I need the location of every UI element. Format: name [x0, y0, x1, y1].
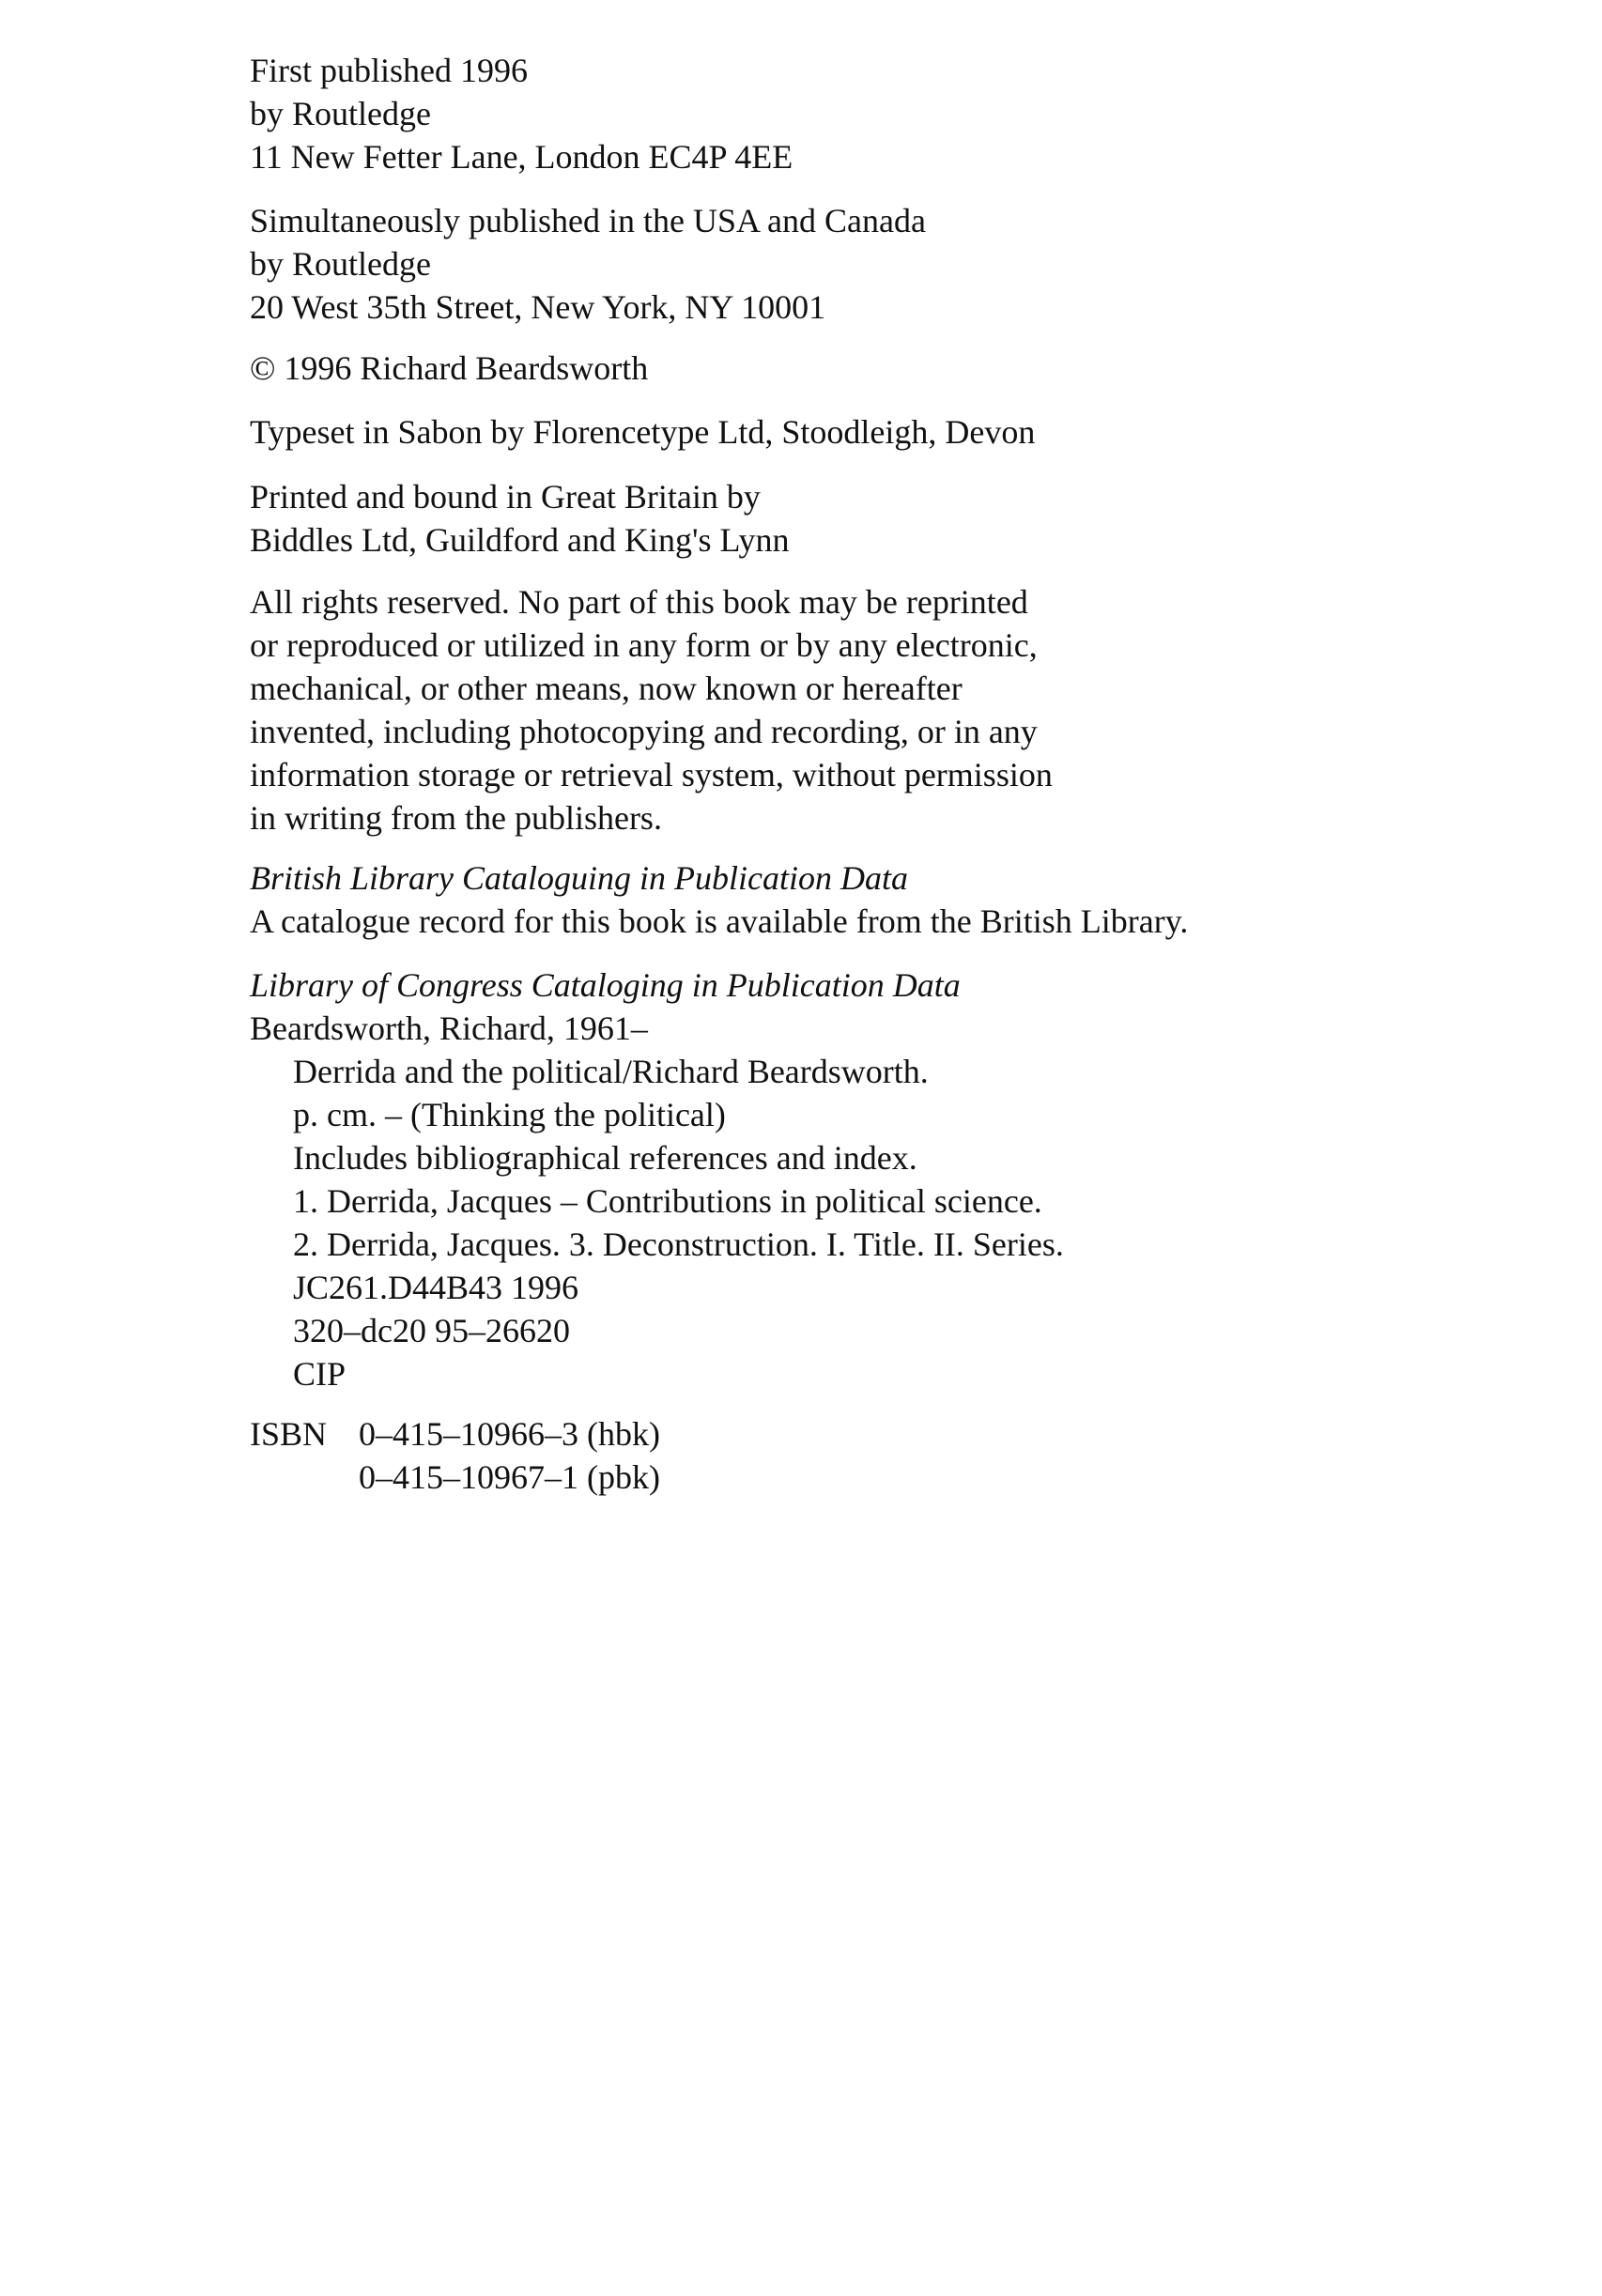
british-library-block	[250, 856, 1471, 943]
isbn-value: 0–415–10967–1 (pbk)	[359, 1458, 660, 1496]
loc-entry: Derrida and the political/Richard Beardsworth.	[293, 1053, 929, 1090]
rights-block	[250, 580, 1471, 840]
loc-entry: CIP	[293, 1355, 347, 1393]
simultaneous-line: Simultaneously published in the USA and Canada	[250, 202, 926, 239]
copyright-line: © 1996 Richard Beardsworth	[250, 349, 649, 387]
typeset-line: Typeset in Sabon by Florencetype Ltd, Stoodleigh, Devon	[250, 413, 1036, 451]
rights-line: invented, including photocopying and recording, or in any	[250, 713, 1038, 750]
loc-entry: 1. Derrida, Jacques – Contributions in political science.	[293, 1182, 1042, 1220]
printed-block	[250, 475, 1471, 562]
first-published-line: 11 New Fetter Lane, London EC4P 4EE	[250, 138, 793, 176]
isbn-label-spacer	[250, 1456, 359, 1499]
isbn-row	[250, 1412, 1471, 1456]
printed-line: Biddles Ltd, Guildford and King's Lynn	[250, 521, 790, 559]
printed-line: Printed and bound in Great Britain by	[250, 478, 761, 516]
isbn-label: ISBN	[250, 1415, 328, 1453]
rights-line: or reproduced or utilized in any form or by any electronic,	[250, 626, 1038, 664]
loc-entry: 2. Derrida, Jacques. 3. Deconstruction. I. Title. II. Series.	[293, 1225, 1064, 1263]
rights-line: mechanical, or other means, now known or hereafter	[250, 670, 963, 707]
library-of-congress-block	[250, 963, 1471, 1395]
british-library-heading: British Library Cataloguing in Publication Data	[250, 859, 909, 897]
first-published-line: by Routledge	[250, 95, 431, 132]
british-library-text: A catalogue record for this book is available from the British Library.	[250, 902, 1189, 940]
simultaneous-line: 20 West 35th Street, New York, NY 10001	[250, 288, 826, 326]
loc-entry: JC261.D44B43 1996	[293, 1269, 579, 1306]
isbn-block	[250, 1412, 1471, 1499]
first-published-line: First published 1996	[250, 52, 529, 89]
isbn-row	[250, 1456, 1471, 1499]
first-published-block	[250, 49, 1471, 178]
rights-line: information storage or retrieval system, without permission	[250, 756, 1053, 794]
loc-entry: p. cm. – (Thinking the political)	[293, 1096, 726, 1133]
loc-entry: 320–dc20 95–26620	[293, 1312, 570, 1349]
copyright-block	[250, 347, 1471, 390]
loc-heading: Library of Congress Cataloging in Publication Data	[250, 966, 961, 1004]
simultaneous-line: by Routledge	[250, 245, 431, 283]
simultaneous-publication-block	[250, 199, 1471, 329]
isbn-value: 0–415–10966–3 (hbk)	[359, 1415, 660, 1453]
typeset-block	[250, 410, 1471, 454]
rights-line: in writing from the publishers.	[250, 799, 662, 837]
loc-author: Beardsworth, Richard, 1961–	[250, 1009, 648, 1047]
rights-line: All rights reserved. No part of this book may be reprinted	[250, 583, 1028, 621]
loc-entry: Includes bibliographical references and index.	[293, 1139, 917, 1177]
